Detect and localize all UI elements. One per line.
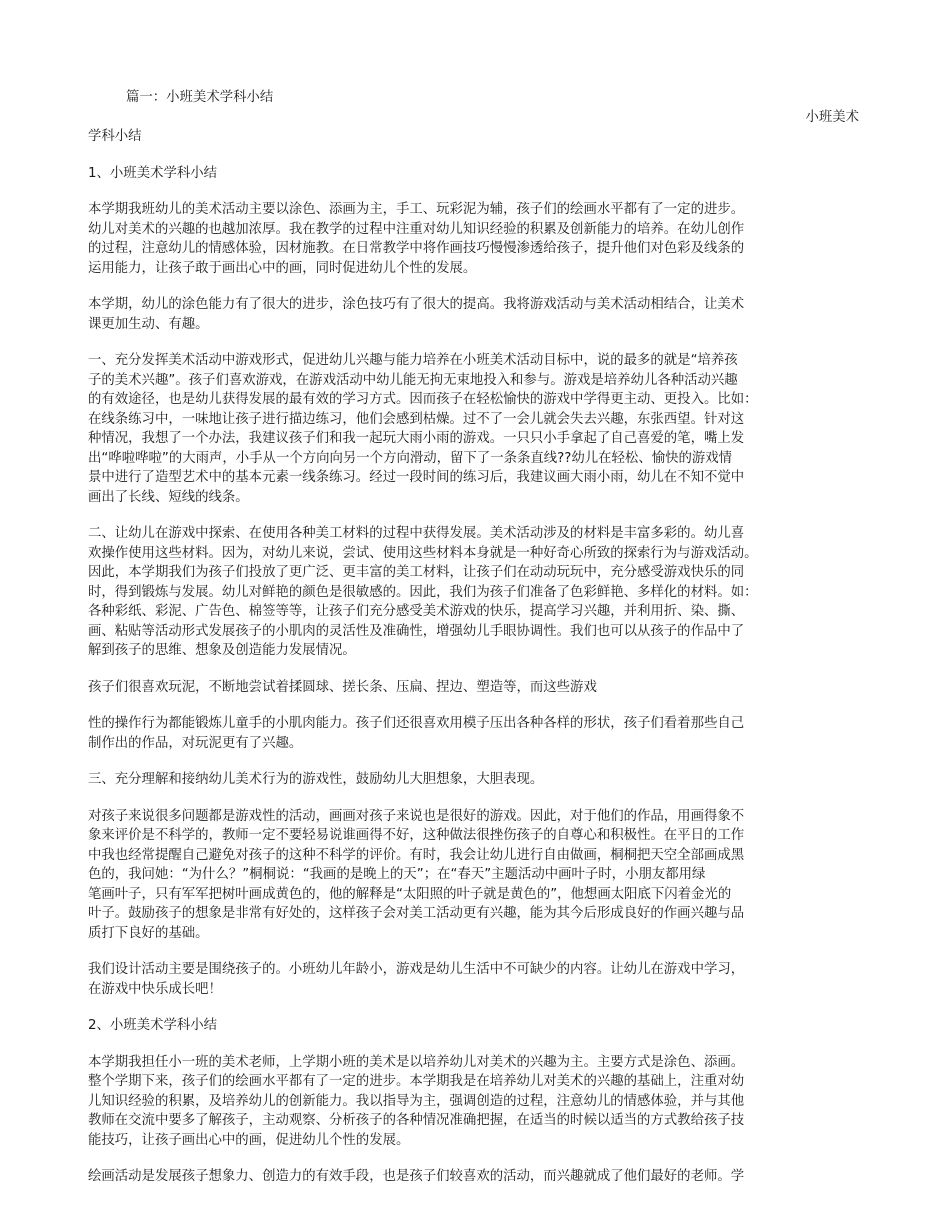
paragraph-line: 质打下良好的基础。 [88,925,209,941]
paragraph-line: 的过程，注意幼儿的情感体验，因材施教。在日常教学中将作画技巧慢慢渗透给孩子，提升他们对色彩及线条的 [88,241,745,256]
paragraph-line: 子的美术兴趣”。孩子们喜欢游戏，在游戏活动中幼儿能无拘无束地投入和参与。游戏是培养幼儿各种活动兴趣 [88,372,738,388]
paragraph-9 [88,960,862,999]
paragraph-1 [88,200,862,278]
paragraph-line: 出“哗啦哗啦”的大雨声，小手从一个方向向另一个方向滑动，留下了一条条直线??幼儿在轻松、愉快的游戏情 [88,450,733,466]
paragraph-10 [88,1053,862,1151]
paragraph-3 [88,351,862,507]
paragraph-line: 绘画活动是发展孩子想象力、创造力的有效手段，也是孩子们较喜欢的活动，而兴趣就成了他们最好的老师。学 [88,1169,745,1184]
paragraph-line: 一、充分发挥美术活动中游戏形式，促进幼儿兴趣与能力培养在小班美术活动目标中，说的最多的就是“培养孩 [88,353,738,368]
paragraph-line: 对孩子来说很多问题都是游戏性的活动，画画对孩子来说也是很好的游戏。因此，对于他们的作品，用画得象不 [88,808,745,824]
paragraph-line: 因此，本学期我们为孩子们投放了更广泛、更丰富的美工材料，让孩子们在动动玩玩中，充分感受游戏快乐的同 [88,565,745,580]
paragraph-line: 儿知识经验的积累，及培养幼儿的创新能力。我以指导为主，强调创造的过程，注意幼儿的情感体验，并与其他 [88,1093,745,1109]
paragraph-line: 的有效途径，也是幼儿获得发展的最有效的学习方式。因而孩子在轻松愉快的游戏中学得更主动、更投入。比如： [88,392,758,407]
paragraph-line: 整个学期下来，孩子们的绘画水平都有了一定的进步。本学期我是在培养幼儿对美术的兴趣的基础上，注重对幼 [88,1074,745,1089]
paragraph-line: 性的操作行为都能锻炼儿童手的小肌肉能力。孩子们还很喜欢用模子压出各种各样的形状，孩子们看着那些自己 [88,716,745,731]
paragraph-line: 二、让幼儿在游戏中探索、在使用各种美工材料的过程中获得发展。美术活动涉及的材料是丰富多彩的。幼儿喜 [88,526,745,541]
paragraph-line: 教师在交流中要多了解孩子，主动观察、分析孩子的各种情况准确把握，在适当的时候以适当的方式教给孩子技 [88,1113,745,1128]
paragraph-6 [88,714,862,753]
paragraph-line: 画出了长线、短线的线条。 [88,489,249,505]
paragraph-line: 种情况，我想了一个办法，我建议孩子们和我一起玩大雨小雨的游戏。一只只小手拿起了自己喜爱的笔，嘴上发 [88,431,745,446]
paragraph-4 [88,524,862,661]
paragraph-line: 色的，我问她：“为什么？”桐桐说：“我画的是晚上的天”；在“春天”主题活动中画叶子时，小朋友都用绿 [88,867,706,882]
paragraph-5 [88,678,862,698]
paragraph-line: 本学期我班幼儿的美术活动主要以涂色、添画为主，手工、玩彩泥为辅，孩子们的绘画水平都有了一定的进步。 [88,202,745,217]
paragraph-line: 各种彩纸、彩泥、广告色、棉签等等，让孩子们充分感受美术游戏的快乐，提高学习兴趣，并利用折、染、撕、 [88,604,745,619]
paragraph-8 [88,807,862,944]
paragraph-line: 幼儿对美术的兴趣的也越加浓厚。我在教学的过程中注重对幼儿知识经验的积累及创新能力的培养。在幼儿创作 [88,221,745,237]
paragraph-line: 运用能力，让孩子敢于画出心中的画，同时促进幼儿个性的发展。 [88,260,477,276]
section-heading-1: 1、小班美术学科小结 [88,165,218,181]
paragraph-line: 象来评价是不科学的，教师一定不要轻易说谁画得不好，这种做法很挫伤孩子的自尊心和积极性。在平日的工作 [88,828,745,843]
paragraph-line: 中我也经常提醒自己避免对孩子的这种不科学的评价。有时，我会让幼儿进行自由做画，桐桐把天空全部画成黑 [88,847,745,863]
paragraph-7 [88,770,862,790]
paragraph-line: 画、粘贴等活动形式发展孩子的小肌肉的灵活性及准确性，增强幼儿手眼协调性。我们也可以从孩子的作品中了 [88,623,745,639]
paragraph-line: 本学期，幼儿的涂色能力有了很大的进步，涂色技巧有了很大的提高。我将游戏活动与美术活动相结合，让美术 [88,297,745,312]
paragraph-line: 景中进行了造型艺术中的基本元素一线条练习。经过一段时间的练习后，我建议画大雨小雨，幼儿在不知不觉中 [88,470,745,485]
paragraph-line: 我们设计活动主要是围绕孩子的。小班幼儿年龄小，游戏是幼儿生活中不可缺少的内容。让幼儿在游戏中学习， [88,962,745,977]
paragraph-line: 在游戏中快乐成长吧！ [88,981,222,997]
title-tail-left: 学科小结 [88,129,142,144]
paragraph-line: 欢操作使用这些材料。因为，对幼儿来说，尝试、使用这些材料本身就是一种好奇心所致的探索行为与游戏活动。 [88,545,758,561]
paragraph-line: 制作出的作品，对玩泥更有了兴趣。 [88,735,303,751]
paragraph-line: 能技巧，让孩子画出心中的画，促进幼儿个性的发展。 [88,1132,410,1148]
paragraph-line: 解到孩子的思维、想象及创造能力发展情况。 [88,643,356,658]
section-heading-2: 2、小班美术学科小结 [88,1018,218,1033]
paragraph-line: 三、充分理解和接纳幼儿美术行为的游戏性，鼓励幼儿大胆想象，大胆表现。 [88,772,544,787]
paragraph-2 [88,295,862,334]
document-title: 篇一：小班美术学科小结 [126,90,274,105]
paragraph-line: 叶子。鼓励孩子的想象是非常有好处的，这样孩子会对美工活动更有兴趣，能为其今后形成良好的作画兴趣与品 [88,906,745,921]
paragraph-line: 时，得到锻炼与发展。幼儿对鲜艳的颜色是很敏感的。因此，我们为孩子们准备了色彩鲜艳、多样化的材料。如： [88,584,758,600]
paragraph-line: 笔画叶子，只有军军把树叶画成黄色的，他的解释是“太阳照的叶子就是黄色的”，他想画太阳底下闪着金光的 [88,886,732,902]
paragraph-line: 孩子们很喜欢玩泥，不断地尝试着揉圆球、搓长条、压扁、捏边、塑造等，而这些游戏 [88,679,597,695]
paragraph-line: 在线条练习中，一味地让孩子进行描边练习，他们会感到枯燥。过不了一会儿就会失去兴趣，东张西望。针对这 [88,411,745,427]
paragraph-line: 课更加生动、有趣。 [88,316,209,332]
paragraph-11 [88,1167,862,1187]
document-page [88,88,862,1187]
title-tail-right: 小班美术 [805,109,859,125]
paragraph-line: 本学期我担任小一班的美术老师，上学期小班的美术是以培养幼儿对美术的兴趣为主。主要方式是涂色、添画。 [88,1054,745,1070]
